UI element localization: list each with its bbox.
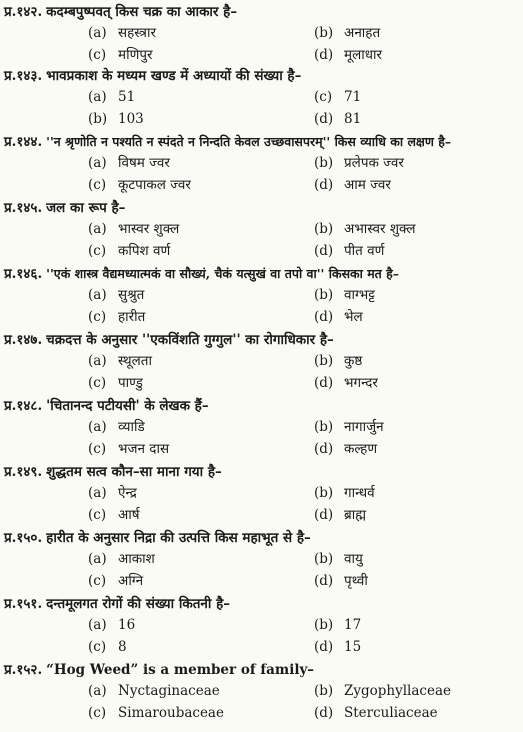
question-text: शुद्धतम सत्व कौन–सा माना गया है– bbox=[46, 464, 222, 480]
question-number: प्र.१५२. bbox=[4, 662, 43, 678]
question-number: प्र.१५०. bbox=[4, 530, 43, 546]
option-text: Sterculiaceae bbox=[344, 705, 438, 721]
option-text: सुश्रुत bbox=[118, 287, 145, 303]
option-label: (b) bbox=[314, 353, 334, 369]
option-label: (d) bbox=[314, 309, 334, 325]
option-b bbox=[313, 548, 514, 570]
option-label: (a) bbox=[88, 155, 107, 171]
option-a bbox=[4, 152, 313, 174]
option-d bbox=[313, 372, 514, 394]
option-label: (c) bbox=[88, 375, 107, 391]
option-label: (b) bbox=[314, 683, 334, 699]
option-c bbox=[4, 570, 313, 592]
option-label: (d) bbox=[314, 177, 334, 193]
option-label: (b) bbox=[314, 287, 334, 303]
option-a bbox=[4, 86, 313, 108]
option-label: (a) bbox=[88, 287, 107, 303]
option-b bbox=[313, 152, 514, 174]
option-text: कपिश वर्ण bbox=[118, 243, 171, 259]
question-147 bbox=[4, 330, 519, 394]
option-text: 71 bbox=[344, 89, 362, 105]
question-146 bbox=[4, 264, 519, 328]
option-text: अग्नि bbox=[118, 573, 144, 589]
option-c bbox=[4, 174, 313, 196]
option-d bbox=[313, 306, 514, 328]
option-d bbox=[313, 504, 514, 526]
question-text: 'चितानन्द पटीयसी' के लेखक हैं– bbox=[46, 398, 209, 414]
option-text: भगन्दर bbox=[344, 375, 378, 391]
question-143 bbox=[4, 66, 519, 130]
option-c bbox=[4, 44, 313, 66]
option-label: (d) bbox=[314, 47, 334, 63]
option-text: 103 bbox=[118, 111, 144, 127]
question-number: प्र.१४८. bbox=[4, 398, 43, 414]
question-number: प्र.१४६. bbox=[4, 266, 43, 282]
option-a bbox=[4, 416, 313, 438]
option-label: (b) bbox=[314, 25, 334, 41]
option-text: ब्राह्म bbox=[344, 507, 367, 523]
option-text: कूटपाकल ज्वर bbox=[118, 177, 191, 193]
question-number: प्र.१४७. bbox=[4, 332, 43, 348]
option-label: (d) bbox=[314, 705, 334, 721]
option-label: (d) bbox=[314, 243, 334, 259]
option-text: मूलाधार bbox=[344, 47, 383, 63]
question-text: चक्रदत्त के अनुसार ''एकविंशति गुग्गुल'' का रोगाधिकार है– bbox=[46, 332, 334, 348]
question-number: प्र.१४५. bbox=[4, 200, 43, 216]
option-c bbox=[313, 86, 514, 108]
option-label: (a) bbox=[88, 419, 107, 435]
option-text: भजन दास bbox=[118, 441, 170, 457]
option-text: ऐन्द्र bbox=[118, 485, 137, 501]
option-a bbox=[4, 548, 313, 570]
option-a bbox=[4, 680, 313, 702]
question-number: प्र.१४२. bbox=[4, 4, 43, 20]
option-text: 15 bbox=[344, 639, 362, 655]
option-label: (d) bbox=[314, 639, 334, 655]
option-c bbox=[4, 438, 313, 460]
option-b bbox=[313, 482, 514, 504]
option-d bbox=[313, 702, 514, 724]
option-text: पाण्डु bbox=[118, 375, 143, 391]
option-c bbox=[4, 306, 313, 328]
option-label: (c) bbox=[314, 89, 333, 105]
question-number: प्र.१४३. bbox=[4, 68, 43, 84]
option-a bbox=[4, 22, 313, 44]
option-label: (b) bbox=[314, 617, 334, 633]
option-d bbox=[313, 438, 514, 460]
option-b bbox=[313, 680, 514, 702]
option-text: Nyctaginaceae bbox=[118, 683, 220, 699]
option-label: (a) bbox=[88, 89, 107, 105]
option-label: (a) bbox=[88, 551, 107, 567]
question-149 bbox=[4, 462, 519, 526]
option-label: (d) bbox=[314, 375, 334, 391]
option-text: अभास्वर शुक्ल bbox=[344, 221, 416, 237]
option-label: (c) bbox=[88, 705, 107, 721]
option-text: कल्हण bbox=[344, 441, 378, 457]
question-number: प्र.१४९. bbox=[4, 464, 43, 480]
option-b bbox=[313, 350, 514, 372]
option-text: वाग्भट्ट bbox=[344, 287, 375, 303]
question-text: ''न श्रृणोति न पश्यति न स्पंदते न निन्दति केवल उच्छवासपरम्'' किस व्याधि का लक्षण है– bbox=[46, 134, 452, 149]
option-label: (b) bbox=[314, 485, 334, 501]
option-a bbox=[4, 482, 313, 504]
option-label: (a) bbox=[88, 617, 107, 633]
option-text: भास्वर शुक्ल bbox=[118, 221, 180, 237]
option-b bbox=[313, 218, 514, 240]
option-b bbox=[313, 22, 514, 44]
option-c bbox=[4, 504, 313, 526]
option-label: (b) bbox=[314, 221, 334, 237]
option-label: (c) bbox=[88, 507, 107, 523]
option-label: (a) bbox=[88, 683, 107, 699]
option-text: 17 bbox=[344, 617, 362, 633]
question-text: भावप्रकाश के मध्यम खण्ड में अध्यायों की संख्या है– bbox=[46, 68, 302, 84]
option-text: अनाहत bbox=[344, 25, 381, 41]
option-text: नागार्जुन bbox=[344, 419, 384, 435]
option-d bbox=[313, 44, 514, 66]
option-text: आर्ष bbox=[118, 507, 140, 523]
option-text: 81 bbox=[344, 111, 362, 127]
question-text: ''एकं शास्त्र वैद्यमध्यात्मकं वा सौख्यं, चैकं यत्सुखं वा तपो वा'' किसका मत है– bbox=[46, 266, 400, 281]
option-a bbox=[4, 218, 313, 240]
option-text: 51 bbox=[118, 89, 136, 105]
option-b bbox=[313, 416, 514, 438]
option-text: आम ज्वर bbox=[344, 177, 391, 193]
option-c bbox=[4, 636, 313, 658]
option-text: 8 bbox=[118, 639, 127, 655]
option-text: गान्धर्व bbox=[344, 485, 375, 501]
option-d bbox=[313, 636, 514, 658]
question-151 bbox=[4, 594, 519, 658]
option-label: (d) bbox=[314, 111, 334, 127]
option-label: (a) bbox=[88, 353, 107, 369]
option-label: (b) bbox=[314, 551, 334, 567]
question-text: दन्तमूलगत रोगों की संख्या कितनी है– bbox=[46, 596, 230, 612]
question-text: जल का रूप है– bbox=[46, 200, 126, 216]
option-c bbox=[4, 702, 313, 724]
option-text: आकाश bbox=[118, 551, 155, 567]
question-145 bbox=[4, 198, 519, 262]
option-d bbox=[313, 108, 514, 130]
question-142 bbox=[4, 2, 519, 66]
option-label: (d) bbox=[314, 441, 334, 457]
question-text: “Hog Weed” is a member of family– bbox=[46, 662, 315, 678]
option-label: (d) bbox=[314, 507, 334, 523]
option-label: (b) bbox=[314, 419, 334, 435]
option-b bbox=[4, 108, 313, 130]
question-number: प्र.१४४. bbox=[4, 134, 43, 150]
option-b bbox=[313, 284, 514, 306]
option-text: भेल bbox=[344, 309, 363, 325]
option-text: पृथ्वी bbox=[344, 573, 368, 589]
option-label: (d) bbox=[314, 573, 334, 589]
option-label: (a) bbox=[88, 485, 107, 501]
option-label: (c) bbox=[88, 309, 107, 325]
question-150 bbox=[4, 528, 519, 592]
question-number: प्र.१५१. bbox=[4, 596, 43, 612]
question-text: कदम्बपुष्पवत् किस चक्र का आकार है– bbox=[46, 4, 238, 20]
option-text: स्थूलता bbox=[118, 353, 152, 369]
option-a bbox=[4, 350, 313, 372]
option-label: (b) bbox=[314, 155, 334, 171]
option-label: (c) bbox=[88, 243, 107, 259]
option-text: वायु bbox=[344, 551, 363, 567]
option-a bbox=[4, 614, 313, 636]
option-d bbox=[313, 570, 514, 592]
option-text: हारीत bbox=[118, 309, 146, 325]
option-text: सहस्त्रार bbox=[118, 25, 157, 41]
option-c bbox=[4, 372, 313, 394]
option-label: (c) bbox=[88, 441, 107, 457]
option-c bbox=[4, 240, 313, 262]
question-148 bbox=[4, 396, 519, 460]
option-label: (a) bbox=[88, 25, 107, 41]
option-text: प्रलेपक ज्वर bbox=[344, 155, 404, 171]
option-text: पीत वर्ण bbox=[344, 243, 385, 259]
option-d bbox=[313, 174, 514, 196]
option-text: मणिपुर bbox=[118, 47, 153, 63]
question-text: हारीत के अनुसार निद्रा की उत्पत्ति किस महाभूत से है– bbox=[46, 530, 311, 546]
option-text: व्याडि bbox=[118, 419, 145, 435]
option-text: Simaroubaceae bbox=[118, 705, 224, 721]
option-text: विषम ज्वर bbox=[118, 155, 170, 171]
option-d bbox=[313, 240, 514, 262]
question-144 bbox=[4, 132, 519, 196]
option-b bbox=[313, 614, 514, 636]
option-label: (c) bbox=[88, 573, 107, 589]
option-label: (b) bbox=[88, 111, 108, 127]
option-label: (c) bbox=[88, 177, 107, 193]
option-label: (c) bbox=[88, 639, 107, 655]
option-text: कुष्ठ bbox=[344, 353, 363, 369]
option-label: (a) bbox=[88, 221, 107, 237]
option-label: (c) bbox=[88, 47, 107, 63]
option-text: 16 bbox=[118, 617, 136, 633]
option-a bbox=[4, 284, 313, 306]
question-152 bbox=[4, 660, 519, 724]
option-text: Zygophyllaceae bbox=[344, 683, 452, 699]
